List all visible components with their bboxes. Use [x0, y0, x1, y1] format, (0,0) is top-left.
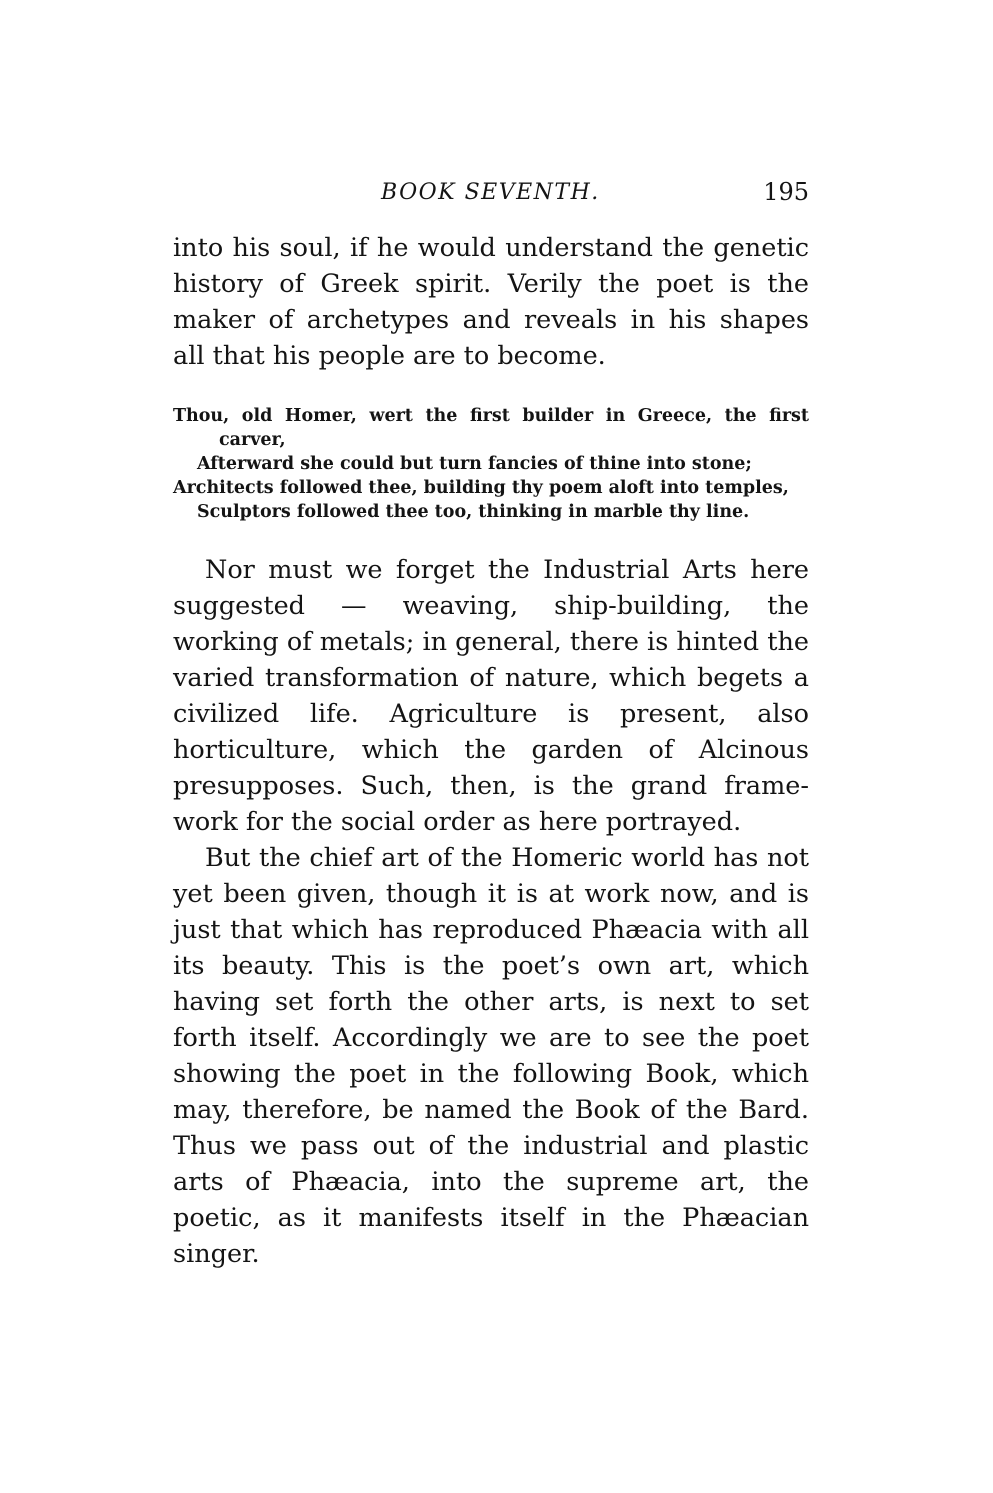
page-number: 195: [763, 178, 809, 206]
book-page: [173, 176, 809, 1272]
verse-line: Sculptors followed thee too, thinking in marble thy line.: [197, 502, 750, 522]
paragraph-continued: into his soul, if he would understand the genetic history of Greek spirit. Verily the poet is the maker of archetypes and reveals in his shapes all that his people are to become.: [173, 233, 809, 371]
verse-line: Architects followed thee, building thy poem aloft into temples,: [173, 478, 789, 498]
verse-quotation: [173, 404, 809, 524]
paragraph-industrial-arts: Nor must we forget the Industrial Arts here suggested — weaving, ship-building, the working of metals; in general, there is hinted the varied transformation of nature, which begets a civilized life. Agriculture is present, also horticulture, which the garden of Alcinous presupposes. Such, then, is the grand frame-work for the social order as here portrayed.: [173, 555, 809, 837]
paragraph-chief-art: But the chief art of the Homeric world has not yet been given, though it is at work now, and is just that which has reproduced Phæacia with all its beauty. This is the poet’s own art, which having set forth the other arts, is next to set forth itself. Accordingly we are to see the poet showing the poet in the following Book, which may, therefore, be named the Book of the Bard. Thus we pass out of the industrial and plastic arts of Phæacia, into the supreme art, the poetic, as it manifests itself in the Phæacian singer.: [173, 843, 809, 1269]
running-head: [173, 176, 809, 210]
running-head-title: BOOK SEVENTH.: [381, 180, 600, 205]
verse-line: Thou, old Homer, wert the first builder in Greece, the first carver,: [173, 406, 809, 450]
verse-line: Afterward she could but turn fancies of thine into stone;: [197, 454, 752, 474]
